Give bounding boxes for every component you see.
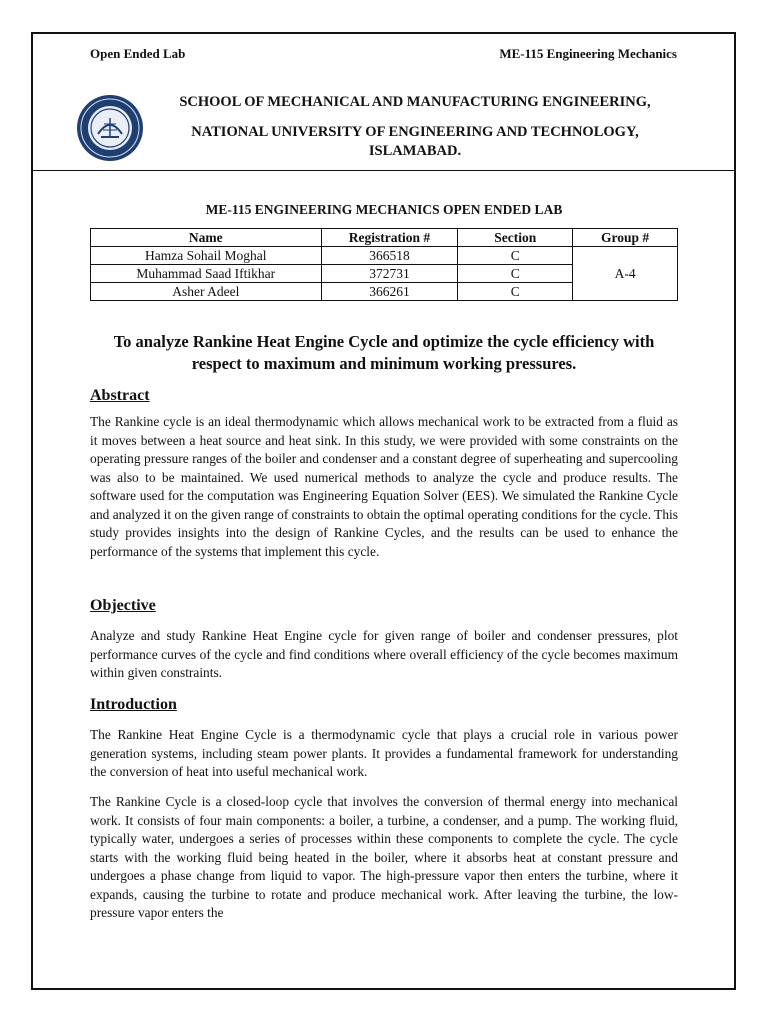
- objective-heading: Objective: [90, 597, 156, 614]
- abstract-heading: Abstract: [90, 387, 150, 404]
- member-name: Muhammad Saad Iftikhar: [91, 265, 322, 283]
- header-divider: [33, 170, 735, 171]
- university-seal-icon: [76, 94, 144, 162]
- lab-title: ME-115 ENGINEERING MECHANICS OPEN ENDED LAB: [205, 202, 563, 217]
- members-table: [90, 228, 678, 301]
- report-title: To analyze Rankine Heat Engine Cycle and optimize the cycle efficiency with respect to maximum and minimum working pressures.: [113, 332, 655, 373]
- introduction-paragraph-2: The Rankine Cycle is a closed-loop cycle that involves the conversion of thermal energy into mechanical work. It consists of four main components: a boiler, a turbine, a condenser, and a pump. The working fluid, typically water, undergoes a series of processes within these components to complete the cycle. The cycle starts with the working fluid being heated in the boiler, where it absorbs heat at constant pressure and undergoes a phase change from liquid to vapor. The high-pressure vapor then enters the turbine, where it expands, causing the turbine to rotate and produce mechanical work. After leaving the turbine, the low-pressure vapor enters the: [90, 794, 678, 920]
- objective-text: Analyze and study Rankine Heat Engine cycle for given range of boiler and condenser pressures, plot performance curves of the cycle and find conditions where overall efficiency of the cycle becomes maximum within given constraints.: [90, 628, 678, 680]
- member-registration: 366518: [321, 247, 458, 265]
- introduction-heading: Introduction: [90, 696, 177, 713]
- header-right: ME-115 Engineering Mechanics: [499, 46, 677, 61]
- column-header: Section: [458, 229, 573, 247]
- member-registration: 366261: [321, 283, 458, 301]
- university-name: NATIONAL UNIVERSITY OF ENGINEERING AND TECHNOLOGY, ISLAMABAD.: [191, 124, 639, 159]
- school-name: SCHOOL OF MECHANICAL AND MANUFACTURING ENGINEERING,: [179, 94, 651, 110]
- table-row: [91, 247, 678, 265]
- column-header: Name: [91, 229, 322, 247]
- member-name: Hamza Sohail Moghal: [91, 247, 322, 265]
- member-name: Asher Adeel: [91, 283, 322, 301]
- table-header-row: [91, 229, 678, 247]
- column-header: Group #: [573, 229, 678, 247]
- column-header: Registration #: [321, 229, 458, 247]
- member-registration: 372731: [321, 265, 458, 283]
- member-section: C: [458, 247, 573, 265]
- header-left: Open Ended Lab: [90, 46, 186, 61]
- member-section: C: [458, 283, 573, 301]
- introduction-paragraph-1: The Rankine Heat Engine Cycle is a thermodynamic cycle that plays a crucial role in various power generation systems, including steam power plants. It provides a fundamental framework for understanding the conversion of heat into useful mechanical work.: [90, 727, 678, 779]
- abstract-text: The Rankine cycle is an ideal thermodynamic which allows mechanical work to be extracted from a fluid as it moves between a heat source and heat sink. In this study, we were provided with some constraints on the operating pressure ranges of the boiler and condenser and a constant degree of superheating and supercooling was also to be maintained. We used numerical methods to analyze the cycle and produce results. The software used for the computation was Engineering Equation Solver (EES). We simulated the Rankine Cycle and analyzed it on the given range of constraints to obtain the optimal operating conditions for the cycle. This study provides insights into the design of Rankine Cycles, and the results can be used to enhance the performance of the systems that implement this cycle.: [90, 414, 678, 559]
- member-section: C: [458, 265, 573, 283]
- group-cell: A-4: [573, 247, 678, 301]
